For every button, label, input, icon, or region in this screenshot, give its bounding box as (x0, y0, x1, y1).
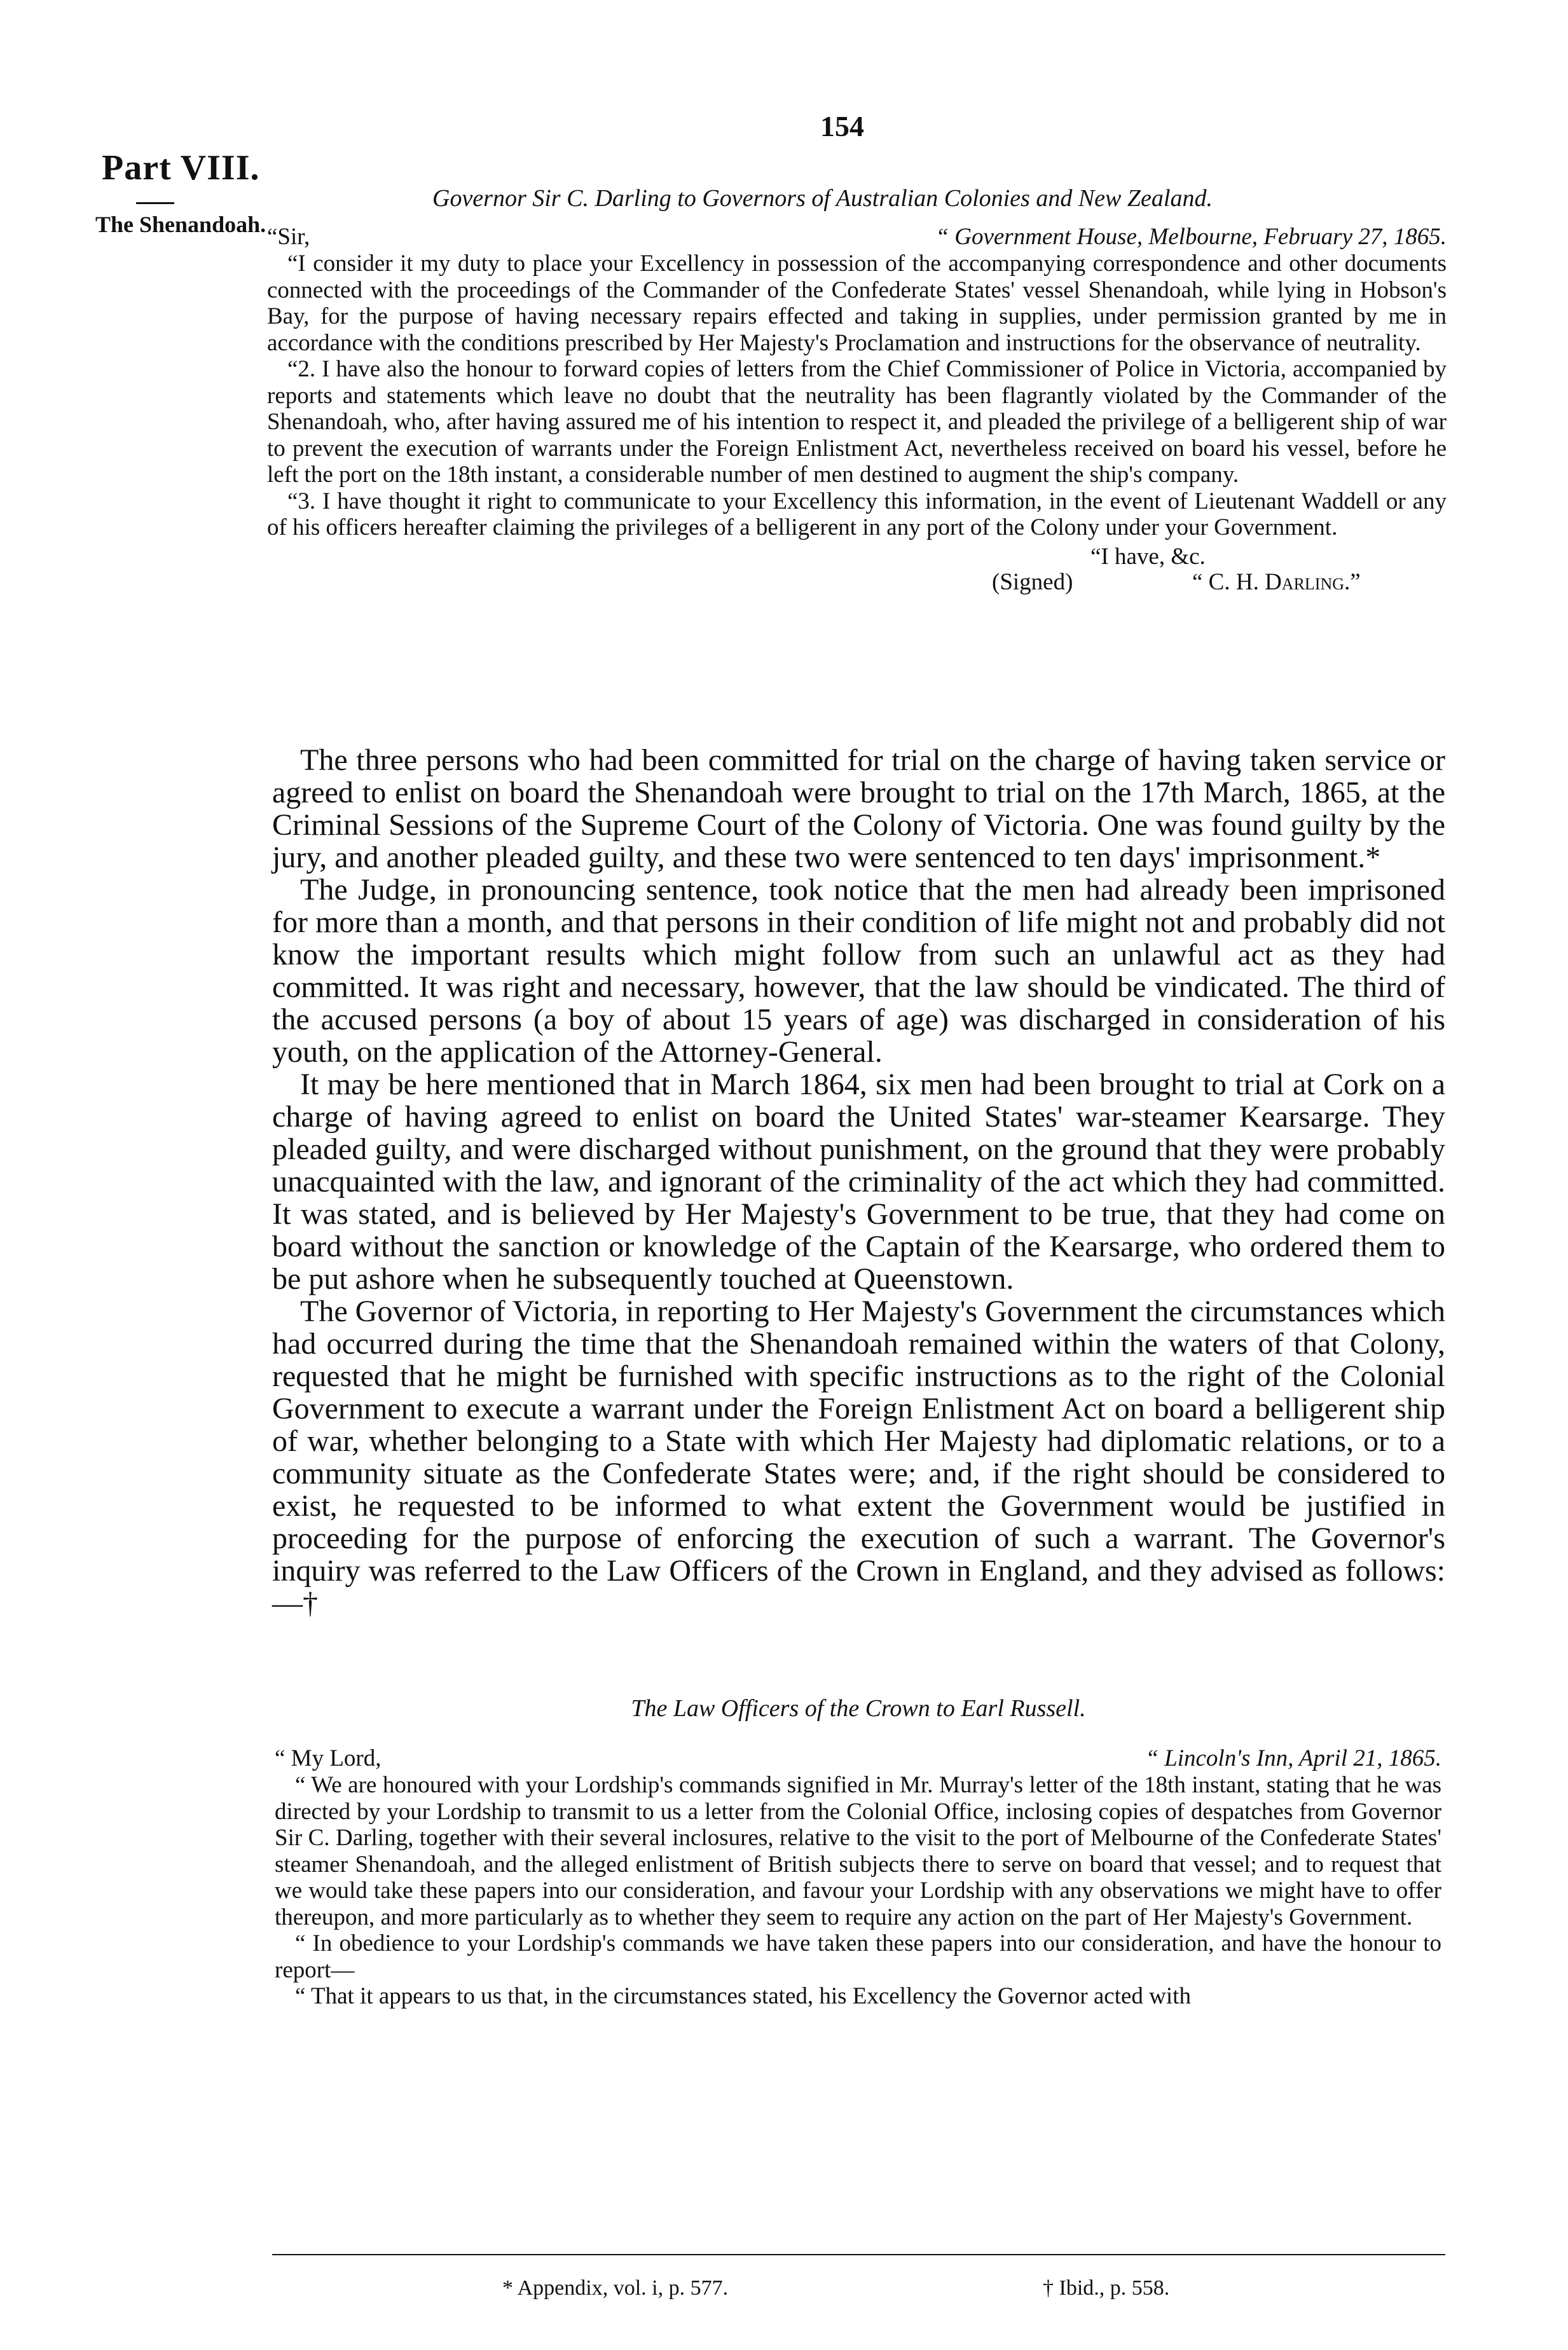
letter1-salutation-row (267, 224, 1447, 251)
letter1-signature: “ C. H. Darling.” (1192, 568, 1361, 595)
letter2-paragraph: “ We are honoured with your Lordship's commands signified in Mr. Murray's letter of the 18th instant, stating that he was directed by your Lordship to transmit to us a letter from the Colonial Office, inclosing copies of despatches from Governor Sir C. Darling, together with their several inclosures, relative to the visit to the port of Melbourne of the Confederate States' steamer Shenandoah, and the alleged enlistment of British subjects there to serve on board that vessel; and to request that we would take these papers into our consideration, and favour your Lordship with any observations we might have to offer thereupon, and more particularly as to whether they seem to require any action on the part of Her Majesty's Government. (275, 1772, 1441, 1930)
letter1-place-date: “ Government House, Melbourne, February 27, 1865. (935, 224, 1447, 250)
letter1-salutation: “Sir, (267, 224, 310, 250)
letter2-block (275, 1745, 1441, 2010)
body-paragraph: The Governor of Victoria, in reporting to Her Majesty's Government the circumstances which had occurred during the time that the Shenandoah remained within the waters of that Colony, requested that he might be furnished with specific instructions as to the right of the Colonial Government to execute a warrant under the Foreign Enlistment Act on board a belligerent ship of war, whether belonging to a State with which Her Majesty had diplomatic relations, or to a community situate as the Confederate States were; and, if the right should be considered to exist, he requested to be informed to what extent the Government would be justified in proceeding for the purpose of enforcing the execution of such a warrant. The Governor's inquiry was referred to the Law Officers of the Crown in England, and they advised as follows:—† (272, 1295, 1445, 1620)
body-paragraph: It may be here mentioned that in March 1864, six men had been brought to trial at Cork on a charge of having agreed to enlist on board the United States' war-steamer Kearsarge. They pleaded guilty, and were discharged without punishment, on the ground that they were probably unacquainted with the law, and ignorant of the criminality of the act which they had committed. It was stated, and is believed by Her Majesty's Government to be true, that they had come on board without the sanction or knowledge of the Captain of the Kearsarge, who ordered them to be put ashore when he subsequently touched at Queenstown. (272, 1068, 1445, 1296)
main-text (272, 744, 1445, 1619)
letter2-paragraph: “ In obedience to your Lordship's commands we have taken these papers into our consideration, and have the honour to report— (275, 1930, 1441, 1983)
letter1-signature-row (267, 569, 1447, 597)
letter2-salutation: “ My Lord, (275, 1745, 382, 1771)
margin-part-label: Part VIII. (102, 148, 260, 188)
letter1-closing-row (267, 541, 1447, 569)
letter1-closing: “I have, &c. (1090, 543, 1206, 570)
letter2-place-date: “ Lincoln's Inn, April 21, 1865. (1145, 1745, 1441, 1771)
body-paragraph: The Judge, in pronouncing sentence, took notice that the men had already been imprisoned for more than a month, and that persons in their condition of life might not and probably did not know the important results which might follow from such an unlawful act as they had committed. It was right and necessary, however, that the law should be vindicated. The third of the accused persons (a boy of about 15 years of age) was discharged in consideration of his youth, on the application of the Attorney-General. (272, 873, 1445, 1069)
letter2-heading: The Law Officers of the Crown to Earl Russell. (631, 1695, 1086, 1722)
letter1-paragraph: “I consider it my duty to place your Excellency in possession of the accompanying correspondence and other documents connected with the proceedings of the Commander of the Confederate States' vessel Shenandoah, while lying in Hobson's Bay, for the purpose of having necessary repairs effected and taking in supplies, under permission granted by me in accordance with the conditions prescribed by Her Majesty's Proclamation and instructions for the observance of neutrality. (267, 251, 1447, 356)
footnote-appendix: * Appendix, vol. i, p. 577. (502, 2276, 729, 2300)
letter1-heading: Governor Sir C. Darling to Governors of Australian Colonies and New Zealand. (432, 185, 1213, 212)
margin-divider (136, 202, 174, 204)
body-paragraph: The three persons who had been committed for trial on the charge of having taken service or agreed to enlist on board the Shenandoah were brought to trial on the 17th March, 1865, at the Criminal Sessions of the Supreme Court of the Colony of Victoria. One was found guilty by the jury, and another pleaded guilty, and these two were sentenced to ten days' imprisonment.* (272, 743, 1445, 874)
page-number: 154 (820, 110, 864, 142)
letter1-paragraph: “2. I have also the honour to forward copies of letters from the Chief Commissioner of Police in Victoria, accompanied by reports and statements which leave no doubt that the neutrality has been flagrantly violated by the Commander of the Shenandoah, who, after having assured me of his intention to respect it, and pleaded the privilege of a belligerent ship of war to prevent the execution of warrants under the Foreign Enlistment Act, nevertheless received on board his vessel, before he left the port on the 18th instant, a considerable number of men destined to augment the ship's company. (267, 356, 1447, 488)
letter2-paragraph: “ That it appears to us that, in the circumstances stated, his Excellency the Governor acted with (295, 1983, 1191, 2009)
letter1-paragraph: “3. I have thought it right to communicate to your Excellency this information, in the event of Lieutenant Waddell or any of his officers hereafter claiming the privileges of a belligerent in any port of the Colony under your Government. (267, 488, 1447, 540)
letter1-block (267, 224, 1447, 597)
letter2-salutation-row (275, 1745, 1441, 1772)
margin-ship-label: The Shenandoah. (95, 212, 266, 237)
footnote-ibid: † Ibid., p. 558. (1043, 2276, 1170, 2300)
footnote-rule (272, 2254, 1445, 2255)
letter1-signed-label: (Signed) (992, 568, 1073, 595)
